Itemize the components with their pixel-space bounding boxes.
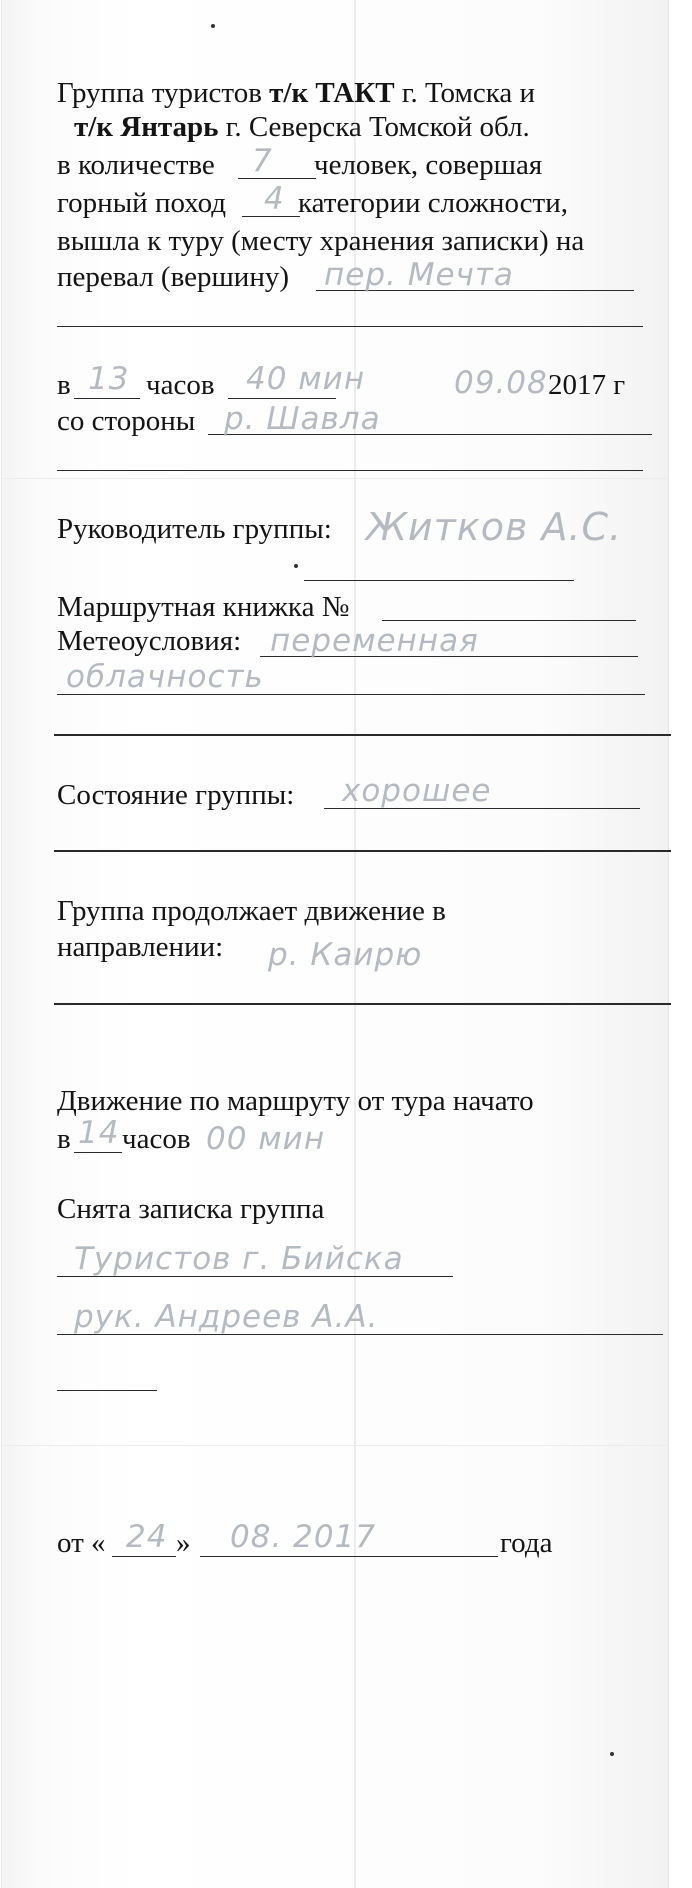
weather-label: Метеоусловия: bbox=[57, 625, 242, 657]
category-prefix: горный поход bbox=[57, 187, 227, 219]
group-state-field-continued[interactable] bbox=[54, 850, 671, 852]
club-yantar: т/к Янтарь bbox=[74, 111, 219, 143]
arrival-hours-field[interactable] bbox=[74, 398, 140, 399]
weather-handwriting-1: переменная bbox=[270, 623, 479, 659]
departure-minutes-handwriting: 00 мин bbox=[206, 1121, 326, 1157]
intro-line-1 bbox=[57, 76, 535, 110]
date-prefix: от « bbox=[57, 1527, 106, 1559]
arrival-hours-handwriting: 13 bbox=[88, 361, 130, 397]
taken-field-2[interactable] bbox=[57, 1334, 663, 1335]
intro-text: г. Томска и bbox=[394, 77, 535, 109]
date-day-field[interactable] bbox=[112, 1556, 176, 1557]
count-handwriting: 7 bbox=[252, 143, 273, 179]
group-state-handwriting: хорошее bbox=[342, 773, 492, 809]
taken-field-3[interactable] bbox=[57, 1390, 157, 1391]
pass-handwriting: пер. Мечта bbox=[324, 257, 514, 293]
intro-line-5: вышла к туру (месту хранения записки) на bbox=[57, 225, 585, 257]
paper-fold-horizontal bbox=[2, 478, 668, 479]
side-field-continued[interactable] bbox=[57, 470, 643, 471]
taken-field-1[interactable] bbox=[57, 1276, 453, 1277]
intro-text: Группа туристов bbox=[57, 77, 270, 109]
pass-label: перевал (вершину) bbox=[57, 261, 289, 293]
departure-prefix: в bbox=[57, 1123, 71, 1155]
paper-fold-horizontal bbox=[2, 1445, 668, 1446]
date-suffix: года bbox=[500, 1527, 553, 1559]
departure-line-1: Движение по маршруту от тура начато bbox=[57, 1085, 534, 1117]
club-takt: т/к ТАКТ bbox=[269, 77, 395, 109]
group-state-label: Состояние группы: bbox=[57, 779, 295, 811]
arrival-minutes-field[interactable] bbox=[228, 398, 336, 399]
intro-line-2 bbox=[74, 110, 530, 144]
pass-field-continued[interactable] bbox=[57, 326, 643, 327]
side-handwriting: р. Шавла bbox=[224, 401, 381, 437]
weather-field-continued[interactable] bbox=[57, 694, 645, 695]
taken-handwriting-1: Туристов г. Бийска bbox=[74, 1241, 404, 1277]
category-suffix: категории сложности, bbox=[298, 187, 568, 219]
arrival-minutes-handwriting: 40 мин bbox=[246, 361, 366, 397]
category-handwriting: 4 bbox=[264, 181, 285, 217]
date-close: » bbox=[176, 1527, 191, 1559]
taken-handwriting-2: рук. Андреев А.А. bbox=[74, 1299, 379, 1335]
side-label: со стороны bbox=[57, 405, 196, 437]
ink-speck bbox=[211, 24, 215, 28]
ink-speck bbox=[610, 1752, 614, 1756]
direction-handwriting: р. Каирю bbox=[268, 937, 423, 973]
direction-line-1: Группа продолжает движение в bbox=[57, 895, 446, 927]
ink-speck bbox=[294, 564, 298, 568]
count-suffix: человек, совершая bbox=[314, 149, 543, 181]
date-rest-handwriting: 08. 2017 bbox=[230, 1519, 377, 1555]
leader-handwriting: Житков А.С. bbox=[366, 505, 623, 549]
direction-field[interactable] bbox=[54, 1003, 671, 1005]
taken-label: Снята записка группа bbox=[57, 1193, 325, 1225]
date-rest-field[interactable] bbox=[200, 1556, 498, 1557]
leader-field[interactable] bbox=[304, 580, 574, 581]
intro-text: г. Северска Томской обл. bbox=[218, 111, 530, 143]
count-field[interactable] bbox=[238, 178, 316, 179]
weather-field-continued[interactable] bbox=[54, 734, 671, 736]
route-book-label: Маршрутная книжка № bbox=[57, 591, 350, 623]
departure-hours-label: часов bbox=[122, 1123, 191, 1155]
departure-hours-handwriting: 14 bbox=[78, 1115, 120, 1151]
date-day-handwriting: 24 bbox=[126, 1519, 168, 1555]
time-prefix: в bbox=[57, 369, 71, 401]
arrival-date-handwriting: 09.08 bbox=[454, 365, 548, 401]
hours-label: часов bbox=[146, 369, 215, 401]
route-book-field[interactable] bbox=[382, 620, 636, 621]
departure-hours-field[interactable] bbox=[74, 1152, 122, 1153]
leader-label: Руководитель группы: bbox=[57, 513, 332, 545]
weather-handwriting-2: облачность bbox=[66, 659, 264, 695]
direction-line-2: направлении: bbox=[57, 931, 224, 963]
year-label: 2017 г bbox=[548, 369, 626, 401]
count-prefix: в количестве bbox=[57, 149, 215, 181]
route-note-sheet bbox=[2, 0, 668, 1888]
